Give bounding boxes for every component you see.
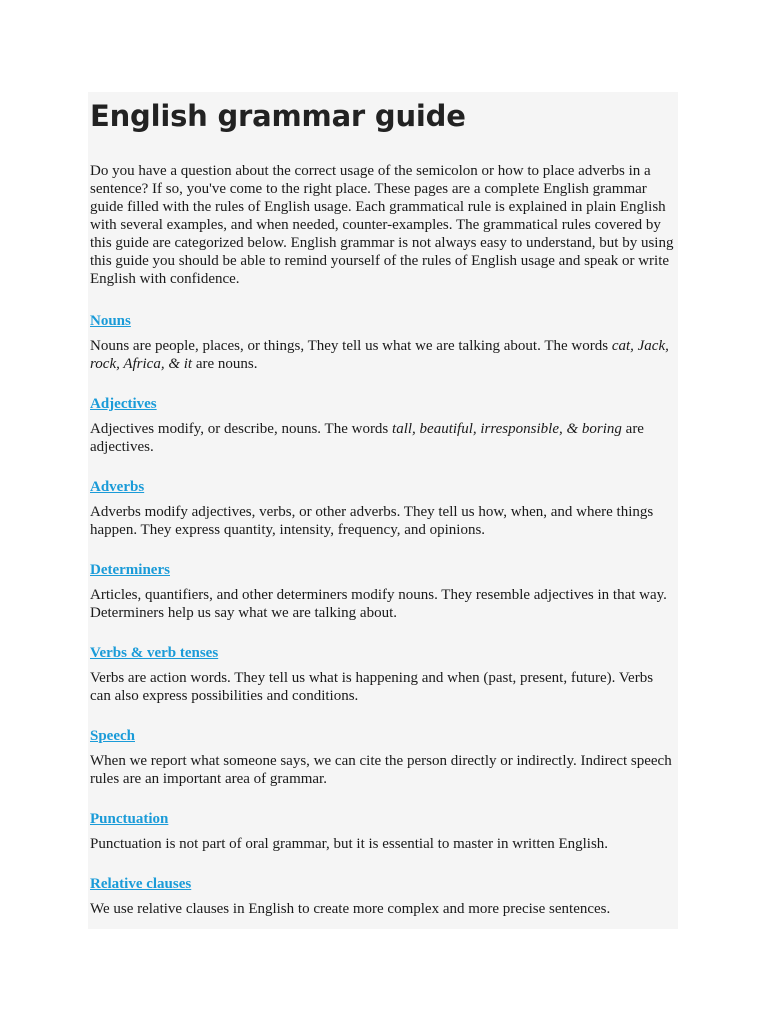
section-punctuation	[90, 810, 674, 853]
section-adjectives	[90, 395, 674, 456]
section-adverbs	[90, 478, 674, 539]
determiners-link[interactable]: Determiners	[90, 562, 170, 578]
speech-link[interactable]: Speech	[90, 728, 135, 744]
adjectives-link[interactable]: Adjectives	[90, 396, 157, 412]
page-title: English grammar guide	[90, 99, 466, 133]
intro-paragraph: Do you have a question about the correct usage of the semicolon or how to place adverbs in a sentence? If so, you've come to the right place. These pages are a complete English grammar guide filled with the rules of English usage. Each grammatical rule is explained in plain English with several examples, and when needed, counter-examples. The grammatical rules covered by this guide are categorized below. English grammar is not always easy to understand, but by using this guide you should be able to remind yourself of the rules of English usage and speak or write English with confidence.	[90, 163, 674, 287]
section-determiners	[90, 561, 674, 622]
section-relative-clauses	[90, 875, 674, 918]
relative-clauses-description: We use relative clauses in English to create more complex and more precise sentences.	[90, 901, 611, 917]
relative-clauses-link[interactable]: Relative clauses	[90, 876, 192, 892]
adjectives-description	[90, 420, 674, 456]
nouns-text-end: are nouns.	[192, 356, 258, 372]
adjectives-text-end: are adjectives.	[90, 421, 644, 455]
verbs-link[interactable]: Verbs & verb tenses	[90, 645, 219, 661]
grammar-guide-panel	[88, 92, 678, 929]
adjectives-text-start: Adjectives modify, or describe, nouns. The words	[90, 421, 393, 437]
punctuation-description: Punctuation is not part of oral grammar, but it is essential to master in written English.	[90, 836, 609, 852]
verbs-description: Verbs are action words. They tell us what is happening and when (past, present, future). Verbs can also express possibilities and conditions.	[90, 670, 654, 704]
nouns-description	[90, 337, 674, 373]
determiners-description: Articles, quantifiers, and other determiners modify nouns. They resemble adjectives in that way. Determiners help us say what we are talking about.	[90, 587, 667, 621]
section-verbs	[90, 644, 674, 705]
section-nouns	[90, 312, 674, 373]
adverbs-link[interactable]: Adverbs	[90, 479, 145, 495]
adjectives-examples: tall, beautiful, irresponsible, & boring	[392, 421, 622, 437]
nouns-examples: cat, Jack, rock, Africa, & it	[90, 338, 669, 372]
section-speech	[90, 727, 674, 788]
speech-description: When we report what someone says, we can cite the person directly or indirectly. Indirect speech rules are an important area of grammar.	[90, 753, 672, 787]
nouns-text-start: Nouns are people, places, or things, They tell us what we are talking about. The words	[90, 338, 612, 354]
adverbs-description: Adverbs modify adjectives, verbs, or other adverbs. They tell us how, when, and where things happen. They express quantity, intensity, frequency, and opinions.	[90, 504, 654, 538]
nouns-link[interactable]: Nouns	[90, 313, 131, 329]
punctuation-link[interactable]: Punctuation	[90, 811, 169, 827]
